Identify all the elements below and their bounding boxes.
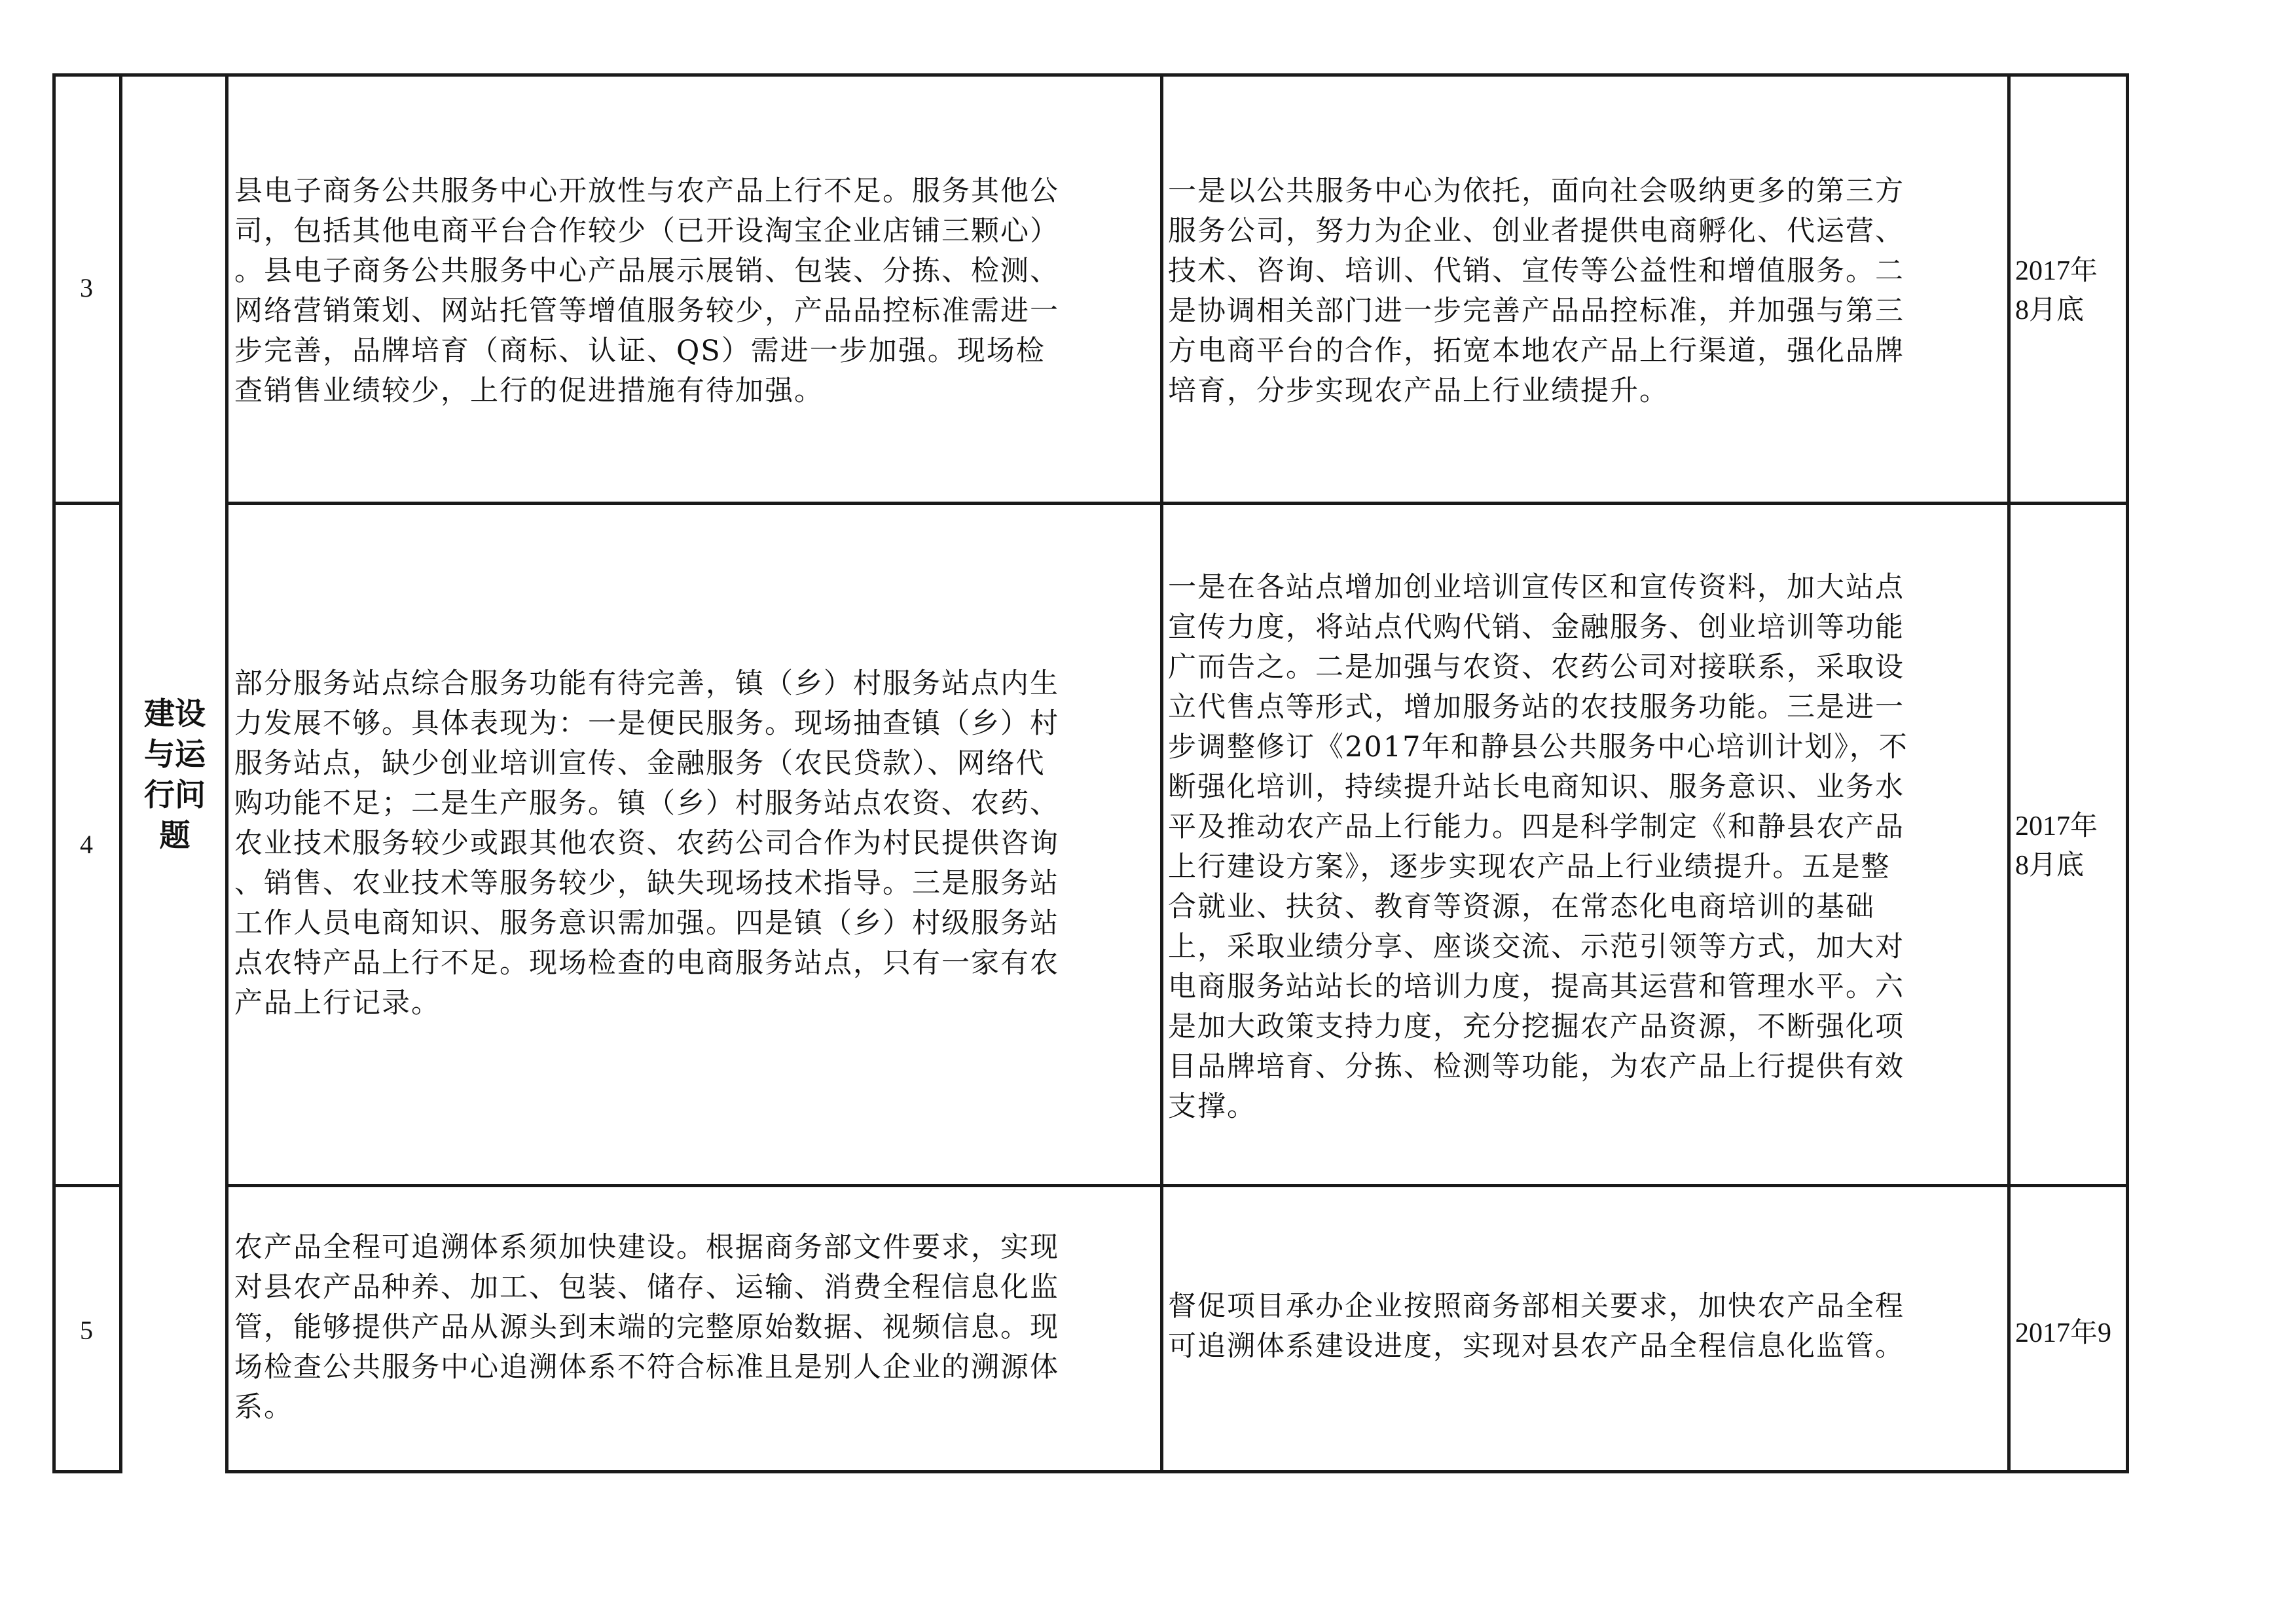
- measure-text: 一是在各站点增加创业培训宣传区和宣传资料，加大站点 宣传力度，将站点代购代销、金融服务、创业培训等功能 广而告之。二是加强与农资、农药公司对接联系，采取设 立代售点等形式，增加服务站的农技服务功能。三是进一 步调整修订《2017年和静县公共服务中心培训计划》，不 断强化培训，持续提升站长电商知识、服务意识、业务水 平及推动农产品上行能力。四是科学制定《和静县农产品 上行建设方案》，逐步实现农产品上行业绩提升。五是整 合就业、扶贫、教育等资源，在常态化电商培训的基础 上，采取业绩分享、座谈交流、示范引领等方式，加大对 电商服务站站长的培训力度，提高其运营和管理水平。六 是加大政策支持力度，充分挖掘农产品资源，不断强化项 目品牌培育、分拣、检测等功能，为农产品上行提供有效 支撑。: [1168, 571, 1908, 1123]
- table-border-bottom: [52, 1470, 121, 1473]
- measure-text: 一是以公共服务中心为依托，面向社会吸纳更多的第三方 服务公司，努力为企业、创业者提供电商孵化、代运营、 技术、咨询、培训、代销、宣传等公益性和增值服务。二 是协调相关部门进一步完善产品品控标准，并加强与第三 方电商平台的合作，拓宽本地农产品上行渠道，强化品牌 培育，分步实现农产品上行业绩提升。: [1168, 175, 1904, 407]
- row-number: 5: [80, 1316, 93, 1345]
- deadline-text: 2017年 8月底: [2015, 811, 2098, 881]
- column-divider: [119, 73, 122, 1473]
- column-divider: [225, 73, 228, 1473]
- deadline-text: 2017年9: [2015, 1318, 2112, 1348]
- row-divider: [52, 502, 121, 505]
- row-divider: [225, 502, 2129, 505]
- row-divider: [225, 1184, 2129, 1187]
- category-label: 建设 与运 行问 题: [144, 696, 206, 854]
- problem-text: 县电子商务公共服务中心开放性与农产品上行不足。服务其他公 司，包括其他电商平台合作较少（已开设淘宝企业店铺三颗心） 。县电子商务公共服务中心产品展示展销、包装、分拣、检测、 网络营销策划、网站托管等增值服务较少，产品品控标准需进一 步完善，品牌培育（商标、认证、QS）需进一步加强。现场检 查销售业绩较少，上行的促进措施有待加强。: [234, 175, 1059, 407]
- row-divider: [52, 1184, 121, 1187]
- deadline-text: 2017年 8月底: [2015, 256, 2098, 325]
- column-divider: [1160, 73, 1163, 1473]
- table-border-bottom: [225, 1470, 2129, 1473]
- column-divider: [2126, 73, 2129, 1473]
- problem-text: 农产品全程可追溯体系须加快建设。根据商务部文件要求，实现 对县农产品种养、加工、包装、储存、运输、消费全程信息化监 管，能够提供产品从源头到末端的完整原始数据、视频信息。现 场检查公共服务中心追溯体系不符合标准且是别人企业的溯源体 系。: [234, 1231, 1059, 1424]
- column-divider: [2007, 73, 2011, 1473]
- row-number: 3: [80, 273, 93, 303]
- problem-text: 部分服务站点综合服务功能有待完善，镇（乡）村服务站点内生 力发展不够。具体表现为：一是便民服务。现场抽查镇（乡）村 服务站点，缺少创业培训宣传、金融服务（农民贷款）、网络代 购功能不足；二是生产服务。镇（乡）村服务站点农资、农药、 农业技术服务较少或跟其他农资、农药公司合作为村民提供咨询 、销售、农业技术等服务较少，缺失现场技术指导。三是服务站 工作人员电商知识、服务意识需加强。四是镇（乡）村级服务站 点农特产品上行不足。现场检查的电商服务站点，只有一家有农 产品上行记录。: [234, 667, 1059, 1020]
- measure-text: 督促项目承办企业按照商务部相关要求，加快农产品全程 可追溯体系建设进度，实现对县农产品全程信息化监管。: [1168, 1290, 1904, 1363]
- table-border-top: [52, 73, 2129, 77]
- row-number: 4: [80, 830, 93, 859]
